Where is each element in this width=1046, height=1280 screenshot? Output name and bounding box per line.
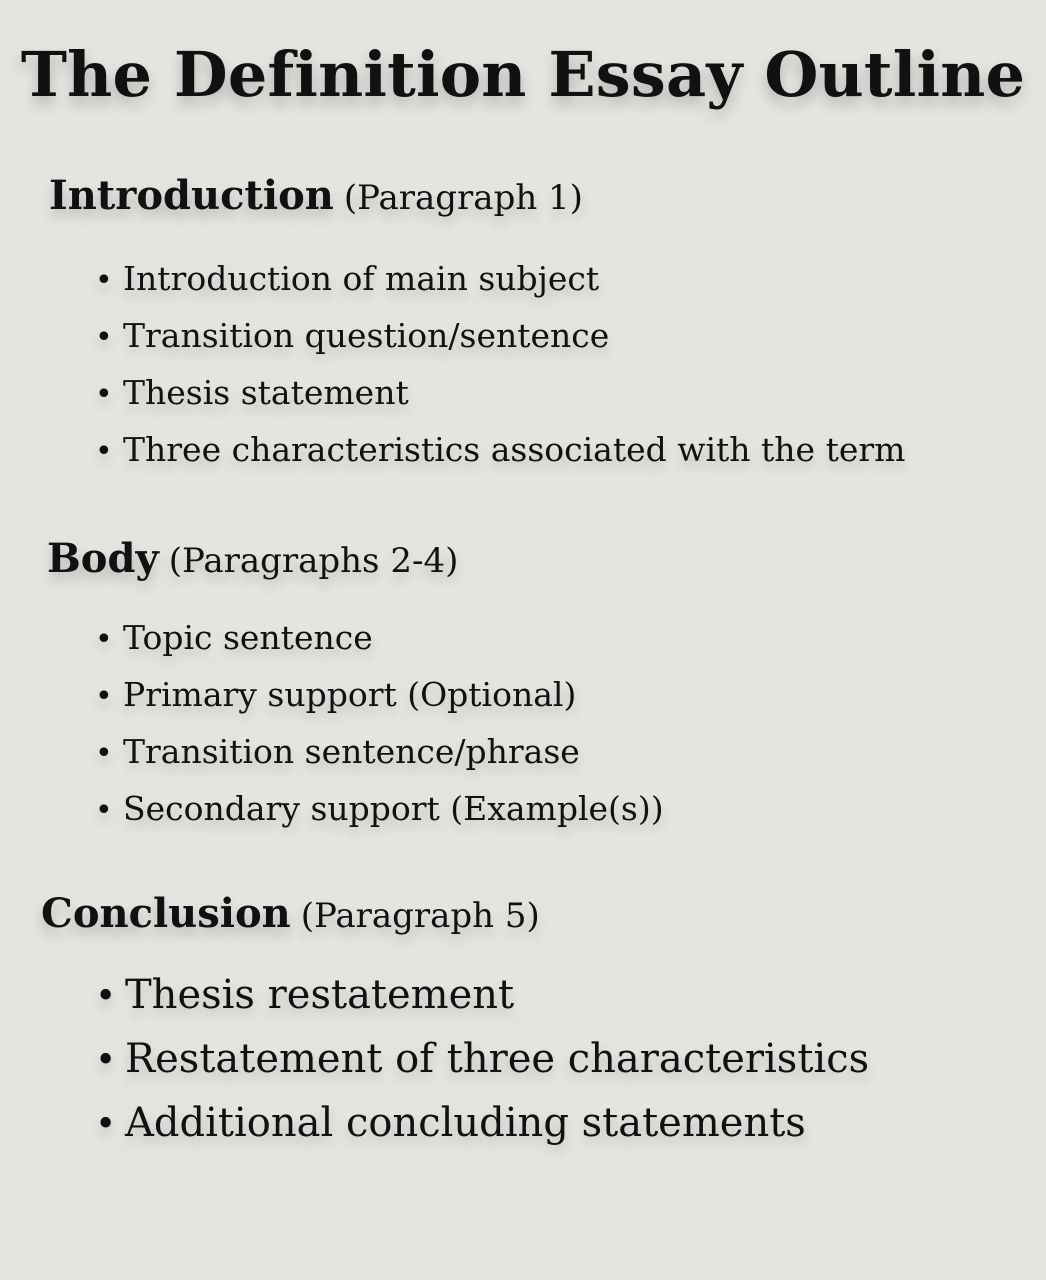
list-item-text: Introduction of main subject xyxy=(123,259,600,298)
section-heading-introduction xyxy=(49,172,583,219)
list-item xyxy=(95,780,664,837)
section-title: Conclusion xyxy=(41,890,291,937)
list-item-text: Additional concluding statements xyxy=(125,1100,806,1146)
list-item-text: Three characteristics associated with the term xyxy=(123,430,906,469)
bullet-icon: • xyxy=(95,377,113,412)
bullet-icon: • xyxy=(95,976,117,1017)
list-item xyxy=(95,250,905,307)
bullet-icon: • xyxy=(95,1104,117,1145)
bullet-icon: • xyxy=(95,1040,117,1081)
section-title: Body xyxy=(47,535,159,582)
bullet-icon: • xyxy=(95,263,113,298)
list-item xyxy=(95,1091,869,1155)
body-list xyxy=(95,609,664,837)
list-item xyxy=(95,364,905,421)
section-subtitle: (Paragraph 1) xyxy=(343,178,583,218)
section-heading-conclusion xyxy=(41,890,540,937)
bullet-icon: • xyxy=(95,679,113,714)
list-item-text: Transition question/sentence xyxy=(123,316,610,355)
list-item xyxy=(95,723,664,780)
section-title: Introduction xyxy=(49,172,334,219)
list-item-text: Restatement of three characteristics xyxy=(125,1036,870,1082)
bullet-icon: • xyxy=(95,736,113,771)
list-item-text: Topic sentence xyxy=(123,618,373,657)
introduction-list xyxy=(95,250,905,478)
bullet-icon: • xyxy=(95,320,113,355)
list-item-text: Thesis statement xyxy=(123,373,409,412)
list-item xyxy=(95,421,905,478)
section-subtitle: (Paragraph 5) xyxy=(300,896,540,936)
list-item-text: Secondary support (Example(s)) xyxy=(123,789,664,828)
list-item-text: Thesis restatement xyxy=(125,972,515,1018)
section-subtitle: (Paragraphs 2-4) xyxy=(168,541,459,581)
list-item xyxy=(95,1027,869,1091)
bullet-icon: • xyxy=(95,622,113,657)
list-item-text: Primary support (Optional) xyxy=(123,675,577,714)
list-item xyxy=(95,609,664,666)
bullet-icon: • xyxy=(95,793,113,828)
list-item xyxy=(95,666,664,723)
bullet-icon: • xyxy=(95,434,113,469)
list-item xyxy=(95,963,869,1027)
list-item-text: Transition sentence/phrase xyxy=(123,732,580,771)
list-item xyxy=(95,307,905,364)
page-title: The Definition Essay Outline xyxy=(20,38,1026,111)
section-heading-body xyxy=(47,535,458,582)
conclusion-list xyxy=(95,963,869,1155)
